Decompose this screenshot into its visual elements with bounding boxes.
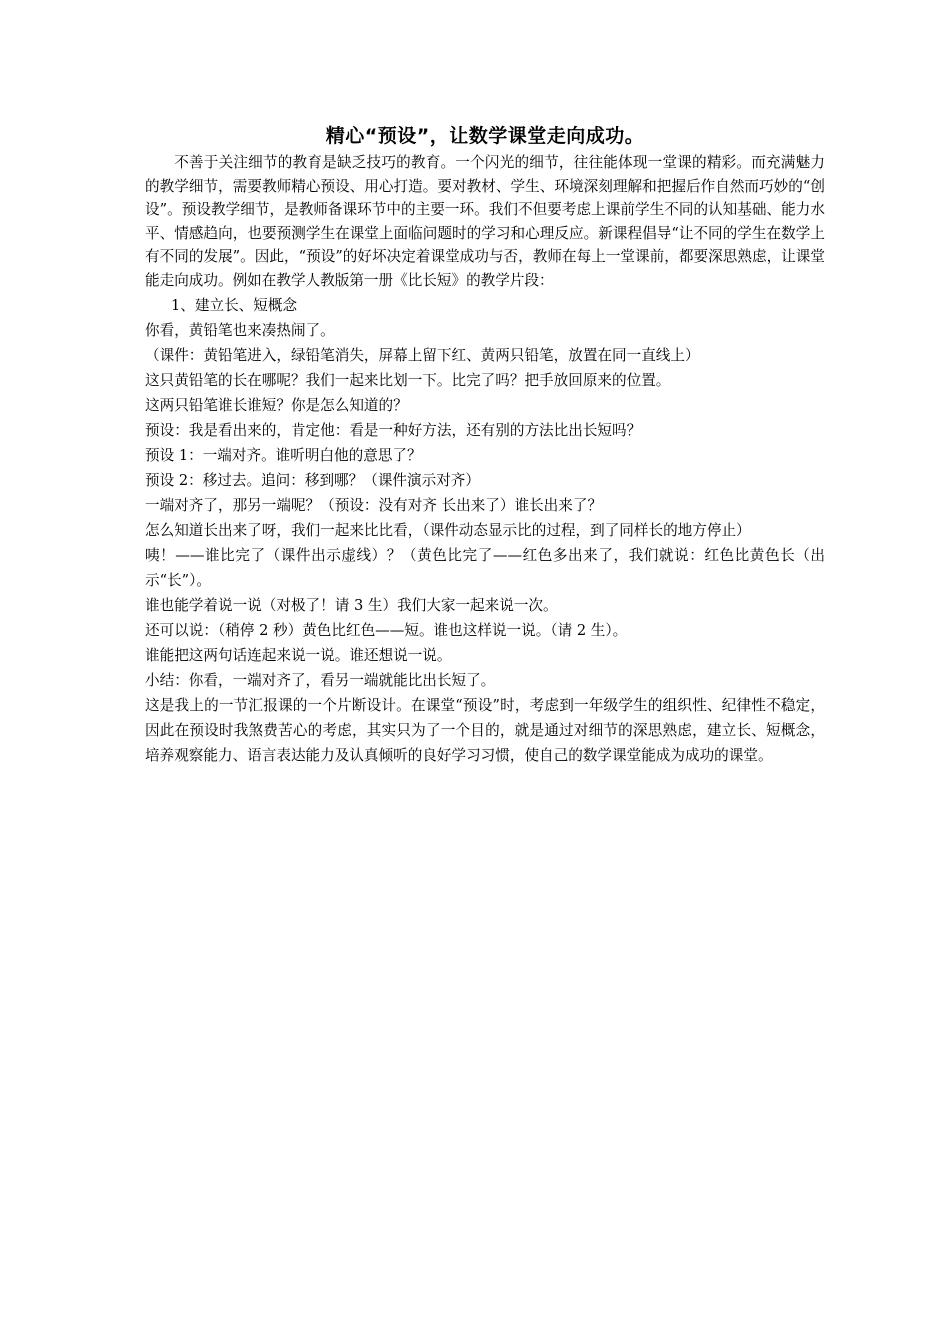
lesson-line: 谁也能学着说一说（对极了！请 3 生）我们大家一起来说一次。 bbox=[145, 596, 558, 614]
intro-paragraph: 不善于关注细节的教育是缺乏技巧的教育。一个闪光的细节，往往能体现一堂课的精彩。而充满魅力的教学细节，需要教师精心预设、用心打造。要对教材、学生、环境深刻理解和把握后作自然而巧妙的“创设”。预设教学细节，是教师备课环节中的主要一环。我们不但要考虑上课前学生不同的认知基础、能力水平、情感趋向，也要预测学生在课堂上面临问题时的学习和心理反应。新课程倡导“让不同的学生在数学上有不同的发展”。因此，“预设”的好坏决定着课堂成功与否，教师在每上一堂课前，都要深思熟虑，让课堂能走向成功。例如在教学人教版第一册《比长短》的教学片段： bbox=[145, 154, 825, 289]
lesson-line: 小结：你看，一端对齐了，看另一端就能比出长短了。 bbox=[145, 671, 496, 689]
lesson-line: 预设 1：一端对齐。谁听明白他的意思了？ bbox=[145, 446, 422, 464]
section-heading: 1、建立长、短概念 bbox=[171, 296, 298, 314]
lesson-line: 预设：我是看出来的，肯定他：看是一种好方法，还有别的方法比出长短吗？ bbox=[145, 421, 642, 439]
lesson-line: （课件：黄铅笔进入，绿铅笔消失，屏幕上留下红、黄两只铅笔，放置在同一直线上） bbox=[145, 346, 700, 364]
lesson-line: 怎么知道长出来了呀，我们一起来比比看，（课件动态显示比的过程，到了同样长的地方停止） bbox=[145, 521, 751, 539]
lesson-line: 这只黄铅笔的长在哪呢？我们一起来比划一下。比完了吗？把手放回原来的位置。 bbox=[145, 371, 671, 389]
lesson-line: 一端对齐了，那另一端呢？（预设：没有对齐 长出来了）谁长出来了？ bbox=[145, 496, 603, 514]
lesson-line: 你看，黄铅笔也来凑热闹了。 bbox=[145, 321, 335, 339]
lesson-line: 还可以说：（稍停 2 秒）黄色比红色——短。谁也这样说一说。（请 2 生）。 bbox=[145, 621, 628, 639]
lesson-line: 咦！——谁比完了（课件出示虚线）？（黄色比完了——红色多出来了，我们就说：红色比黄色长（出示“长”）。 bbox=[145, 546, 825, 589]
lesson-line: 谁能把这两句话连起来说一说。谁还想说一说。 bbox=[145, 646, 452, 664]
lesson-line: 预设 2：移过去。追问：移到哪？（课件演示对齐） bbox=[145, 471, 480, 489]
summary-paragraph: 这是我上的一节汇报课的一个片断设计。在课堂“预设”时，考虑到一年级学生的组织性、纪律性不稳定，因此在预设时我煞费苦心的考虑，其实只为了一个目的，就是通过对细节的深思熟虑，建立长、短概念，培养观察能力、语言表达能力及认真倾听的良好学习习惯，使自己的数学课堂能成为成功的课堂。 bbox=[145, 696, 825, 764]
document-title: 精心“预设”，让数学课堂走向成功。 bbox=[325, 125, 645, 147]
lesson-line: 这两只铅笔谁长谁短？你是怎么知道的？ bbox=[145, 396, 408, 414]
document-page bbox=[145, 121, 825, 768]
